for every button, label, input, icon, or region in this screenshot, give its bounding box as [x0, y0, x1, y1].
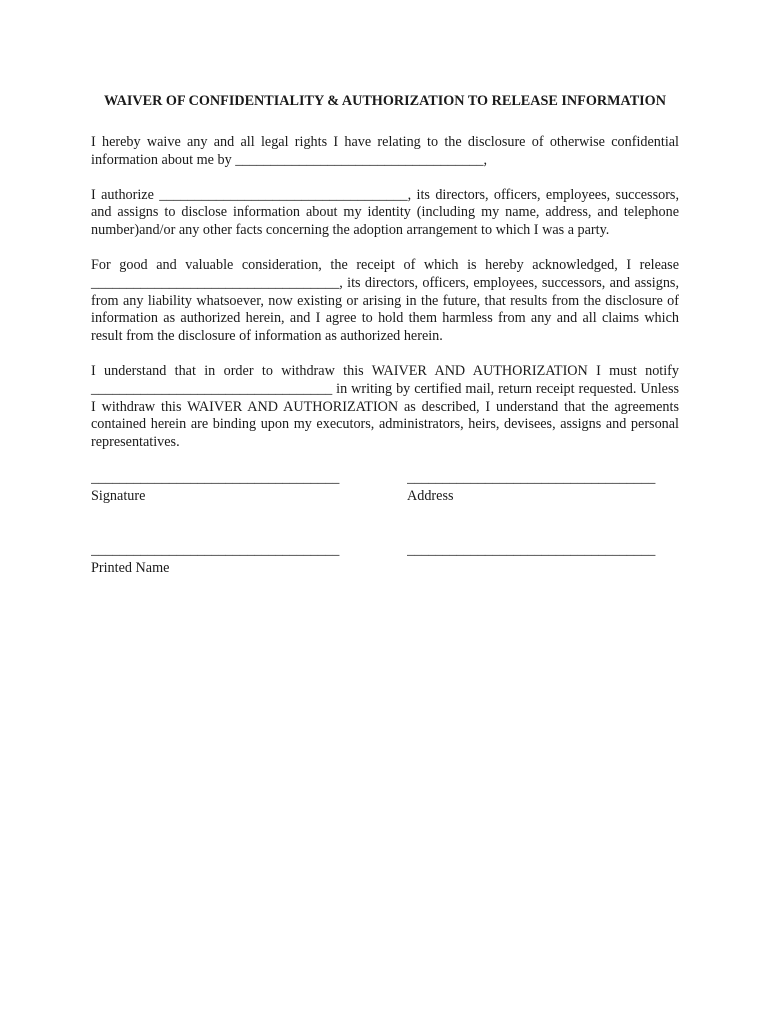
- address-line: ___________________________________: [407, 469, 656, 486]
- release-paragraph: For good and valuable consideration, the receipt of which is hereby acknowledged, I release ___________________________________, its directors, officers, employees, successors, and assigns, from any liability whatsoever, now existing or arising in the future, that results from the disclosure of information as authorized herein, and I agree to hold them harmless from any and all claims which result from the disclosure of information as authorized herein.: [91, 256, 679, 345]
- address-second-line: ___________________________________: [407, 541, 656, 558]
- withdrawal-paragraph: I understand that in order to withdraw this WAIVER AND AUTHORIZATION I must notify __________________________________ in writing by certified mail, return receipt requested. Unless I withdraw this WAIVER AND AUTHORIZATION as described, I understand that the agreements contained herein are binding upon my executors, administrators, heirs, devisees, assigns and personal representatives.: [91, 362, 679, 451]
- address-second-block: [407, 541, 679, 577]
- signature-block: [91, 469, 363, 505]
- signature-label: Signature: [91, 487, 146, 504]
- authorization-paragraph: I authorize ___________________________________, its directors, officers, employees, successors, and assigns to disclose information about my identity (including my name, address, and telephone number)and/or any other facts concerning the adoption arrangement to which I was a party.: [91, 186, 679, 239]
- printed-name-line: ___________________________________: [91, 541, 340, 558]
- printed-name-label: Printed Name: [91, 559, 170, 576]
- document-title: WAIVER OF CONFIDENTIALITY & AUTHORIZATION TO RELEASE INFORMATION: [104, 93, 666, 109]
- address-block: [407, 469, 679, 505]
- waiver-paragraph: I hereby waive any and all legal rights I have relating to the disclosure of otherwise confidential information about me by ___________________________________,: [91, 134, 679, 168]
- printed-name-block: [91, 541, 363, 577]
- document-page: [91, 92, 679, 577]
- signature-row: [91, 469, 679, 505]
- address-label: Address: [407, 487, 454, 504]
- signature-line: ___________________________________: [91, 469, 340, 486]
- printed-name-row: [91, 541, 679, 577]
